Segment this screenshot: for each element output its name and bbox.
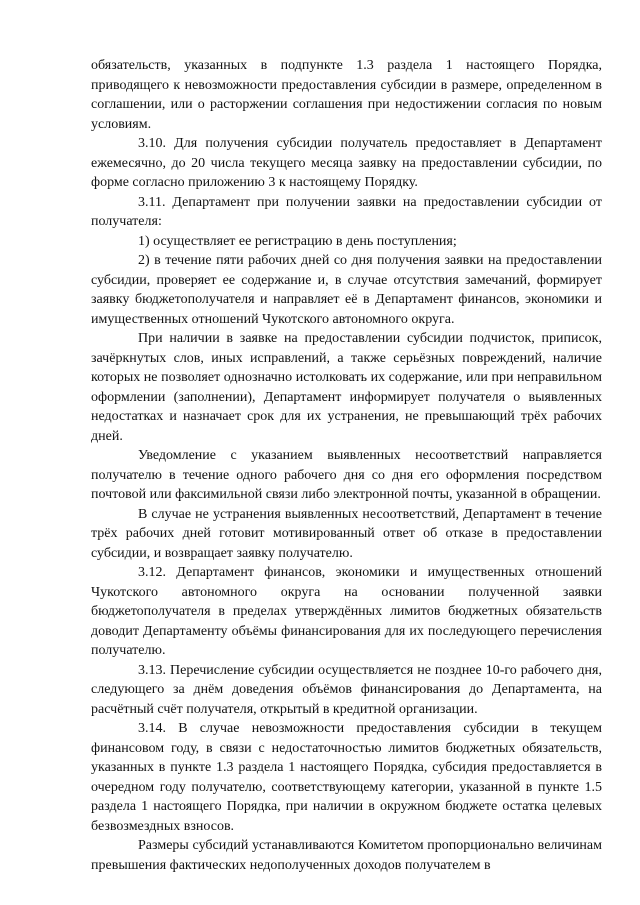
paragraph-3-13: 3.13. Перечисление субсидии осуществляется не позднее 10-го рабочего дня, следующего за днём доведения объёмов финансирования до Департамента, на расчётный счёт получателя, открытый в кредитной организации. [91, 662, 602, 717]
paragraph-3-11: 3.11. Департамент при получении заявки на предоставлении субсидии от получателя: [91, 194, 602, 229]
paragraph-3-14: 3.14. В случае невозможности предоставления субсидии в текущем финансовом году, в связи с недостаточностью лимитов бюджетных обязательств, указанных в пункте 1.3 раздела 1 настоящего Порядка, субсидия предоставляется в очередном году получателю, соответствующему категории, указанной в пункте 1.5 раздела 1 настоящего Порядка, при наличии в окружном бюджете остатка целевых безвозмездных взносов. [91, 721, 602, 834]
paragraph-continuation: обязательств, указанных в подпункте 1.3 раздела 1 настоящего Порядка, приводящего к невозможности предоставления субсидии в размере, определенном в соглашении, или о расторжении соглашения при недостижении согласия по новым условиям. [91, 58, 602, 132]
list-item-2: 2) в течение пяти рабочих дней со дня получения заявки на предоставлении субсидии, проверяет ее содержание и, в случае отсутствия замечаний, формирует заявку бюджетополучателя и направляет её в Департамент финансов, экономики и имущественных отношений Чукотского автономного округа. [91, 253, 602, 327]
paragraph-3-10: 3.10. Для получения субсидии получатель предоставляет в Департамент ежемесячно, до 20 числа текущего месяца заявку на предоставлении субсидии, по форме согласно приложению 3 к настоящему Порядку. [91, 136, 602, 190]
document-page [91, 56, 602, 875]
paragraph-refusal: В случае не устранения выявленных несоответствий, Департамент в течение трёх рабочих дней готовит мотивированный ответ об отказе в предоставлении субсидии, и возвращает заявку получателю. [91, 506, 602, 561]
paragraph-notification: Уведомление с указанием выявленных несоответствий направляется получателю в течение одного рабочего дня со дня его оформления посредством почтовой или факсимильной связи либо электронной почты, указанной в обращении. [91, 448, 602, 502]
paragraph-defects: При наличии в заявке на предоставлении субсидии подчисток, приписок, зачёркнутых слов, иных исправлений, а также серьёзных повреждений, наличие которых не позволяет однозначно истолковать их содержание, или при неправильном оформлении (заполнении), Департамент информирует получателя о выявленных недостатках и назначает срок для их устранения, не превышающий трёх рабочих дней. [91, 331, 602, 444]
list-item-1: 1) осуществляет ее регистрацию в день поступления; [138, 233, 457, 249]
paragraph-3-12: 3.12. Департамент финансов, экономики и имущественных отношений Чукотского автономного округа на основании полученной заявки бюджетополучателя в пределах утверждённых лимитов бюджетных обязательств доводит Департаменту объёмы финансирования для их последующего перечисления получателю. [91, 565, 602, 658]
paragraph-subsidy-sizes: Размеры субсидий устанавливаются Комитетом пропорционально величинам превышения фактических недополученных доходов получателем в [91, 838, 602, 873]
